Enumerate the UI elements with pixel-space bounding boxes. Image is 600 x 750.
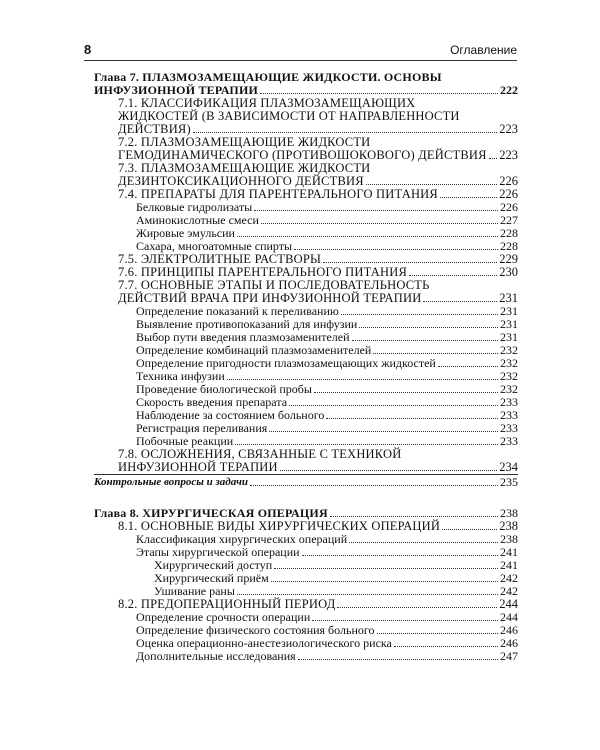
toc-subentry[interactable]: Регистрация переливания 233 (136, 421, 518, 435)
leader-dots (312, 620, 498, 621)
leader-dots (237, 236, 498, 237)
leader-dots (260, 93, 498, 94)
toc-subentry[interactable]: Определение пригодности плазмозамещающих жидкостей 232 (136, 356, 518, 370)
page-ref: 231 (500, 330, 518, 344)
leader-dots (341, 314, 498, 315)
toc-subentry[interactable]: Этапы хирургической операции 241 (136, 545, 518, 559)
leader-dots (423, 301, 497, 302)
toc-entry-7-8[interactable]: 7.8. ОСЛОЖНЕНИЯ, СВЯЗАННЫЕ С ТЕХНИКОЙ (118, 447, 402, 461)
toc-subentry[interactable]: Определение срочности операции 244 (136, 610, 518, 624)
toc-subentry[interactable]: Наблюдение за состоянием больного 233 (136, 408, 518, 422)
page-ref: 226 (500, 200, 518, 214)
page-ref: 241 (500, 545, 518, 559)
leader-dots (271, 581, 498, 582)
page-ref: 247 (500, 649, 518, 663)
toc-entry-7-7[interactable]: 7.7. ОСНОВНЫЕ ЭТАПЫ И ПОСЛЕДОВАТЕЛЬНОСТЬ (118, 278, 430, 292)
page-ref: 226 (499, 187, 518, 201)
page-ref: 223 (499, 148, 518, 162)
leader-dots (298, 659, 498, 660)
toc-subentry[interactable]: Побочные реакции 233 (136, 434, 518, 448)
leader-dots (261, 223, 498, 224)
toc-subentry[interactable]: Определение физического состояния больного 246 (136, 623, 518, 637)
page-ref: 228 (500, 226, 518, 240)
toc-subentry[interactable]: Оценка операционно-анестезиологического риска 246 (136, 636, 518, 650)
leader-dots (280, 470, 498, 471)
page-ref: 229 (499, 252, 518, 266)
toc-control-questions[interactable]: Контрольные вопросы и задачи 235 (94, 475, 518, 489)
toc-subentry[interactable]: Жировые эмульсии 228 (136, 226, 518, 240)
toc-subentry[interactable]: Классификация хирургических операций 238 (136, 532, 518, 546)
page-ref: 241 (500, 558, 518, 572)
page-ref: 235 (500, 475, 518, 489)
page-ref: 232 (500, 369, 518, 383)
table-of-contents (94, 71, 518, 663)
leader-dots (227, 379, 498, 380)
page-ref: 231 (499, 291, 518, 305)
leader-dots (394, 646, 498, 647)
leader-dots (269, 431, 498, 432)
page-ref: 244 (499, 597, 518, 611)
page-number: 8 (84, 42, 92, 57)
toc-entry-7-1-line2[interactable]: ЖИДКОСТЕЙ (В ЗАВИСИМОСТИ ОТ НАПРАВЛЕННОСТИ (118, 109, 460, 123)
toc-entry-7-1[interactable]: 7.1. КЛАССИФИКАЦИЯ ПЛАЗМОЗАМЕЩАЮЩИХ (118, 96, 416, 110)
leader-dots (235, 444, 498, 445)
leader-dots (274, 568, 498, 569)
toc-entry-8-1[interactable]: 8.1. ОСНОВНЫЕ ВИДЫ ХИРУРГИЧЕСКИХ ОПЕРАЦИЙ 238 (118, 519, 518, 533)
toc-entry-7-5[interactable]: 7.5. ЭЛЕКТРОЛИТНЫЕ РАСТВОРЫ 229 (118, 252, 518, 266)
page-ref: 242 (500, 584, 518, 598)
toc-subsubentry[interactable]: Ушивание раны 242 (154, 584, 518, 598)
toc-subentry[interactable]: Аминокислотные смеси 227 (136, 213, 518, 227)
leader-dots (330, 516, 498, 517)
toc-entry-8-2[interactable]: 8.2. ПРЕДОПЕРАЦИОННЫЙ ПЕРИОД 244 (118, 597, 518, 611)
leader-dots (373, 353, 498, 354)
page-ref: 231 (500, 304, 518, 318)
toc-entry-7-1-line3[interactable]: ДЕЙСТВИЯ) 223 (118, 122, 518, 136)
toc-subentry[interactable]: Проведение биологической пробы 232 (136, 382, 518, 396)
leader-dots (440, 197, 497, 198)
leader-dots (349, 542, 498, 543)
page-ref: 242 (500, 571, 518, 585)
page-ref: 233 (500, 408, 518, 422)
toc-entry-7-2-line2[interactable]: ГЕМОДИНАМИЧЕСКОГО (ПРОТИВОШОКОВОГО) ДЕЙСТВИЯ 223 (118, 148, 518, 162)
page-ref: 246 (500, 623, 518, 637)
toc-subsubentry[interactable]: Хирургический доступ 241 (154, 558, 518, 572)
leader-dots (302, 555, 498, 556)
page-ref: 223 (499, 122, 518, 136)
toc-subentry[interactable]: Выбор пути введения плазмозаменителей 231 (136, 330, 518, 344)
page-ref: 232 (500, 382, 518, 396)
leader-dots (193, 132, 497, 133)
leader-dots (438, 366, 498, 367)
toc-subentry[interactable]: Сахара, многоатомные спирты 228 (136, 239, 518, 253)
toc-subentry[interactable]: Определение комбинаций плазмозаменителей 232 (136, 343, 518, 357)
toc-entry-7-3-line2[interactable]: ДЕЗИНТОКСИКАЦИОННОГО ДЕЙСТВИЯ 226 (118, 174, 518, 188)
leader-dots (254, 210, 498, 211)
page-ref: 244 (500, 610, 518, 624)
chapter-7-title-cont[interactable]: ИНФУЗИОННОЙ ТЕРАПИИ 222 (94, 83, 518, 97)
toc-subentry[interactable]: Скорость введения препарата 233 (136, 395, 518, 409)
page-ref: 246 (500, 636, 518, 650)
toc-subentry[interactable]: Выявление противопоказаний для инфузии 231 (136, 317, 518, 331)
toc-entry-7-7-line2[interactable]: ДЕЙСТВИЙ ВРАЧА ПРИ ИНФУЗИОННОЙ ТЕРАПИИ 231 (118, 291, 518, 305)
toc-subsubentry[interactable]: Хирургический приём 242 (154, 571, 518, 585)
chapter-8-title[interactable]: Глава 8. ХИРУРГИЧЕСКАЯ ОПЕРАЦИЯ 238 (94, 506, 518, 520)
leader-dots (377, 633, 498, 634)
page-header (84, 42, 517, 61)
leader-dots (337, 607, 497, 608)
leader-dots (326, 418, 498, 419)
page-ref: 232 (500, 343, 518, 357)
toc-subentry[interactable]: Дополнительные исследования 247 (136, 649, 518, 663)
page-ref: 226 (499, 174, 518, 188)
leader-dots (359, 327, 498, 328)
leader-dots (366, 184, 497, 185)
page-ref: 238 (500, 532, 518, 546)
toc-subentry[interactable]: Определение показаний к переливанию 231 (136, 304, 518, 318)
page-ref: 228 (500, 239, 518, 253)
leader-dots (442, 529, 497, 530)
leader-dots (314, 392, 498, 393)
chapter-gap (94, 489, 518, 507)
toc-entry-7-8-line2[interactable]: ИНФУЗИОННОЙ ТЕРАПИИ 234 (118, 460, 518, 474)
chapter-7-title[interactable]: Глава 7. ПЛАЗМОЗАМЕЩАЮЩИЕ ЖИДКОСТИ. ОСНОВЫ (94, 70, 442, 84)
leader-dots (289, 405, 498, 406)
page-ref: 233 (500, 395, 518, 409)
leader-dots (489, 158, 498, 159)
toc-subentry[interactable]: Белковые гидролизаты 226 (136, 200, 518, 214)
toc-entry-7-4[interactable]: 7.4. ПРЕПАРАТЫ ДЛЯ ПАРЕНТЕРАЛЬНОГО ПИТАНИЯ 226 (118, 187, 518, 201)
leader-dots (237, 594, 498, 595)
toc-entry-7-2[interactable]: 7.2. ПЛАЗМОЗАМЕЩАЮЩИЕ ЖИДКОСТИ (118, 135, 371, 149)
toc-subentry[interactable]: Техника инфузии 232 (136, 369, 518, 383)
leader-dots (323, 262, 497, 263)
page-ref: 233 (500, 434, 518, 448)
page-ref: 233 (500, 421, 518, 435)
page-ref: 238 (499, 519, 518, 533)
leader-dots (352, 340, 498, 341)
page-ref: 222 (500, 83, 518, 97)
page-ref: 234 (499, 460, 518, 474)
leader-dots (409, 275, 497, 276)
toc-entry-7-6[interactable]: 7.6. ПРИНЦИПЫ ПАРЕНТЕРАЛЬНОГО ПИТАНИЯ 230 (118, 265, 518, 279)
page-ref: 231 (500, 317, 518, 331)
page-ref: 232 (500, 356, 518, 370)
leader-dots (294, 249, 498, 250)
page-ref: 238 (500, 506, 518, 520)
toc-entry-7-3[interactable]: 7.3. ПЛАЗМОЗАМЕЩАЮЩИЕ ЖИДКОСТИ (118, 161, 371, 175)
page-ref: 230 (499, 265, 518, 279)
running-title: Оглавление (450, 43, 517, 57)
leader-dots (250, 485, 498, 486)
page-ref: 227 (500, 213, 518, 227)
